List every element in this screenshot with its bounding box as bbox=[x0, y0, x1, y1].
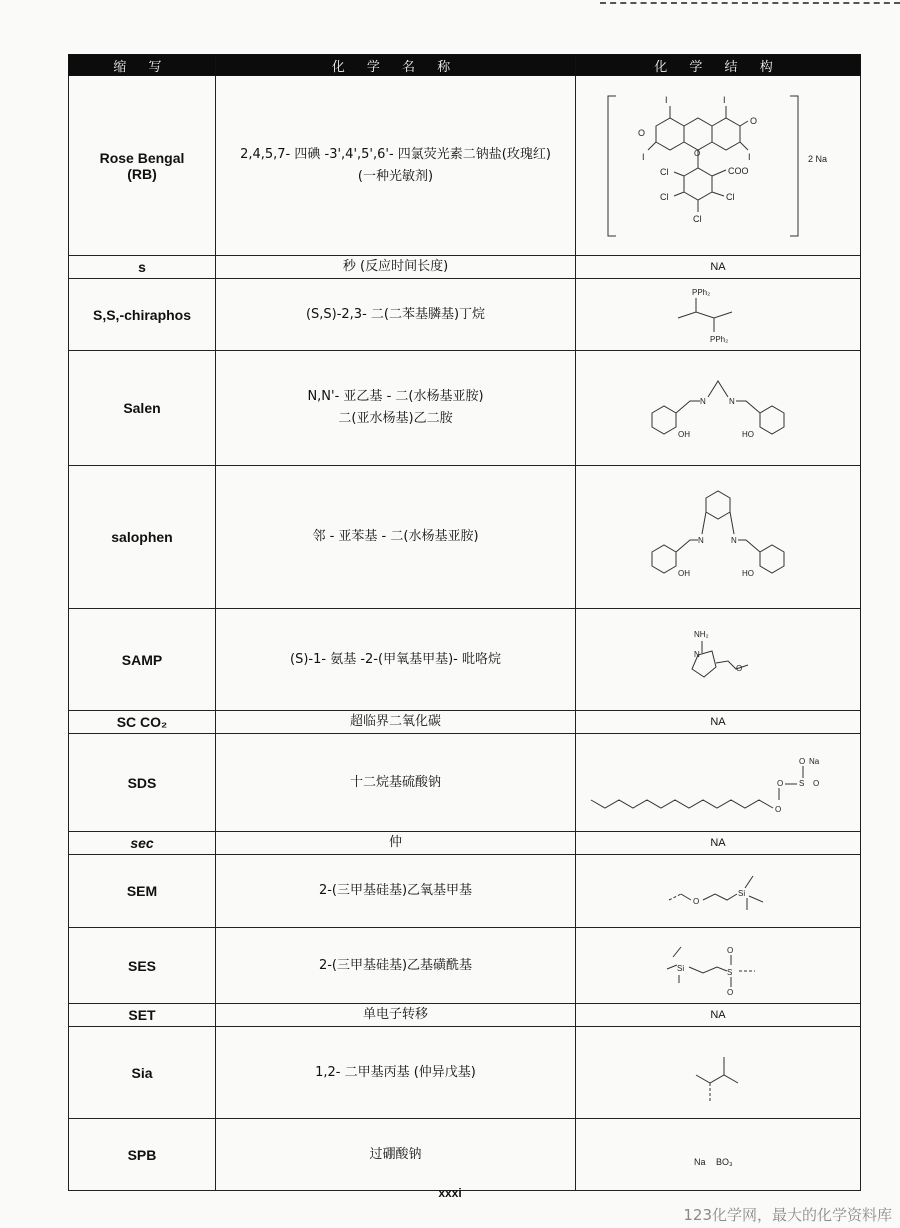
abbr-cell: Salen bbox=[69, 351, 216, 466]
svg-text:N: N bbox=[698, 536, 704, 545]
structure-cell bbox=[576, 1027, 861, 1119]
svg-text:O: O bbox=[750, 115, 758, 126]
header-chemical-name: 化 学 名 称 bbox=[216, 55, 576, 76]
abbr-cell: SC CO₂ bbox=[69, 711, 216, 734]
svg-text:Na: Na bbox=[809, 756, 820, 766]
table-row bbox=[69, 466, 861, 609]
svg-text:S: S bbox=[727, 967, 733, 977]
abbr-cell: Rose Bengal (RB) bbox=[69, 76, 216, 256]
chiraphos-structure bbox=[658, 282, 778, 348]
spb-structure bbox=[678, 1135, 758, 1175]
svg-text:Si: Si bbox=[738, 889, 746, 898]
svg-text:NH₂: NH₂ bbox=[694, 629, 709, 639]
salophen-structure bbox=[638, 482, 798, 592]
table-row bbox=[69, 256, 861, 279]
name-cell: 单电子转移 bbox=[216, 1004, 576, 1027]
abbr-cell: S,S,-chiraphos bbox=[69, 279, 216, 351]
structure-cell bbox=[576, 928, 861, 1004]
table-row bbox=[69, 351, 861, 466]
ses-structure bbox=[663, 933, 773, 999]
structure-cell: NA bbox=[576, 832, 861, 855]
svg-text:PPh₂: PPh₂ bbox=[692, 287, 711, 297]
abbr-cell: SET bbox=[69, 1004, 216, 1027]
name-cell: 十二烷基硫酸钠 bbox=[216, 734, 576, 832]
svg-text:I: I bbox=[748, 151, 751, 162]
structure-cell: NA bbox=[576, 256, 861, 279]
structure-cell: NA bbox=[576, 711, 861, 734]
table-row bbox=[69, 76, 861, 256]
abbr-cell: SAMP bbox=[69, 609, 216, 711]
page-number: xxxi bbox=[438, 1186, 462, 1200]
svg-text:HO: HO bbox=[742, 569, 754, 578]
svg-text:2 Na: 2 Na bbox=[808, 153, 828, 164]
svg-text:PPh₂: PPh₂ bbox=[710, 334, 729, 344]
abbr-cell: Sia bbox=[69, 1027, 216, 1119]
name-cell: 1,2- 二甲基丙基 (仲异戊基) bbox=[216, 1027, 576, 1119]
svg-text:COO: COO bbox=[728, 165, 749, 176]
name-cell: 2-(三甲基硅基)乙基磺酰基 bbox=[216, 928, 576, 1004]
table-header-row bbox=[69, 55, 861, 76]
sds-structure bbox=[583, 738, 853, 828]
name-cell: 秒 (反应时间长度) bbox=[216, 256, 576, 279]
svg-text:O: O bbox=[638, 127, 646, 138]
sem-structure bbox=[663, 866, 773, 916]
svg-text:Cl: Cl bbox=[726, 191, 735, 202]
abbr-cell: s bbox=[69, 256, 216, 279]
svg-text:N: N bbox=[700, 397, 706, 406]
svg-text:N: N bbox=[694, 649, 700, 659]
svg-text:BO₃: BO₃ bbox=[716, 1156, 733, 1167]
svg-text:I: I bbox=[642, 151, 645, 162]
structure-cell bbox=[576, 351, 861, 466]
name-cell: 过硼酸钠 bbox=[216, 1119, 576, 1191]
header-abbreviation: 缩 写 bbox=[69, 55, 216, 76]
table-row bbox=[69, 1119, 861, 1191]
svg-text:HO: HO bbox=[742, 430, 754, 439]
structure-cell bbox=[576, 466, 861, 609]
scan-top-line bbox=[600, 2, 900, 10]
abbr-cell: SDS bbox=[69, 734, 216, 832]
table-row bbox=[69, 832, 861, 855]
table-row bbox=[69, 1004, 861, 1027]
rose-bengal-structure bbox=[598, 86, 838, 246]
header-chemical-structure: 化 学 结 构 bbox=[576, 55, 861, 76]
table-row bbox=[69, 711, 861, 734]
abbr-cell: sec bbox=[69, 832, 216, 855]
watermark: 123化学网，最大的化学资料库 bbox=[683, 1206, 892, 1224]
svg-text:N: N bbox=[729, 397, 735, 406]
svg-text:O: O bbox=[736, 663, 743, 673]
name-cell: 2,4,5,7- 四碘 -3',4',5',6'- 四氯荧光素二钠盐(玫瑰红) (一种光敏剂) bbox=[216, 76, 576, 256]
abbreviation-table bbox=[68, 54, 861, 1191]
svg-text:O: O bbox=[727, 945, 734, 955]
table-row bbox=[69, 279, 861, 351]
svg-text:Na: Na bbox=[694, 1156, 706, 1167]
svg-text:O: O bbox=[694, 148, 701, 158]
samp-structure bbox=[668, 623, 768, 697]
svg-text:Cl: Cl bbox=[660, 191, 669, 202]
svg-text:OH: OH bbox=[678, 569, 690, 578]
svg-text:S: S bbox=[799, 778, 805, 788]
svg-text:I: I bbox=[665, 94, 668, 105]
svg-text:Cl: Cl bbox=[693, 213, 702, 224]
abbr-cell: SEM bbox=[69, 855, 216, 928]
svg-text:O: O bbox=[813, 778, 820, 788]
table-row bbox=[69, 855, 861, 928]
structure-cell bbox=[576, 609, 861, 711]
name-cell: (S,S)-2,3- 二(二苯基膦基)丁烷 bbox=[216, 279, 576, 351]
structure-cell bbox=[576, 855, 861, 928]
svg-text:Cl: Cl bbox=[660, 166, 669, 177]
svg-text:O: O bbox=[693, 897, 700, 906]
name-cell: 超临界二氧化碳 bbox=[216, 711, 576, 734]
structure-cell bbox=[576, 76, 861, 256]
table-row bbox=[69, 734, 861, 832]
svg-text:O: O bbox=[777, 778, 784, 788]
svg-text:O: O bbox=[799, 756, 806, 766]
svg-text:Si: Si bbox=[677, 963, 685, 973]
svg-text:I: I bbox=[723, 94, 726, 105]
name-cell: 邻 - 亚苯基 - 二(水杨基亚胺) bbox=[216, 466, 576, 609]
structure-cell bbox=[576, 1119, 861, 1191]
name-cell: 2-(三甲基硅基)乙氧基甲基 bbox=[216, 855, 576, 928]
svg-text:N: N bbox=[731, 536, 737, 545]
structure-cell bbox=[576, 279, 861, 351]
abbr-cell: salophen bbox=[69, 466, 216, 609]
structure-cell: NA bbox=[576, 1004, 861, 1027]
abbr-cell: SPB bbox=[69, 1119, 216, 1191]
name-cell: 仲 bbox=[216, 832, 576, 855]
abbr-cell: SES bbox=[69, 928, 216, 1004]
structure-cell bbox=[576, 734, 861, 832]
svg-text:O: O bbox=[775, 804, 782, 814]
salen-structure bbox=[638, 363, 798, 453]
sia-structure bbox=[678, 1035, 758, 1111]
name-cell: N,N'- 亚乙基 - 二(水杨基亚胺) 二(亚水杨基)乙二胺 bbox=[216, 351, 576, 466]
name-cell: (S)-1- 氨基 -2-(甲氧基甲基)- 吡咯烷 bbox=[216, 609, 576, 711]
table-row bbox=[69, 928, 861, 1004]
svg-text:O: O bbox=[727, 987, 734, 997]
table-row bbox=[69, 609, 861, 711]
svg-text:OH: OH bbox=[678, 430, 690, 439]
table-row bbox=[69, 1027, 861, 1119]
